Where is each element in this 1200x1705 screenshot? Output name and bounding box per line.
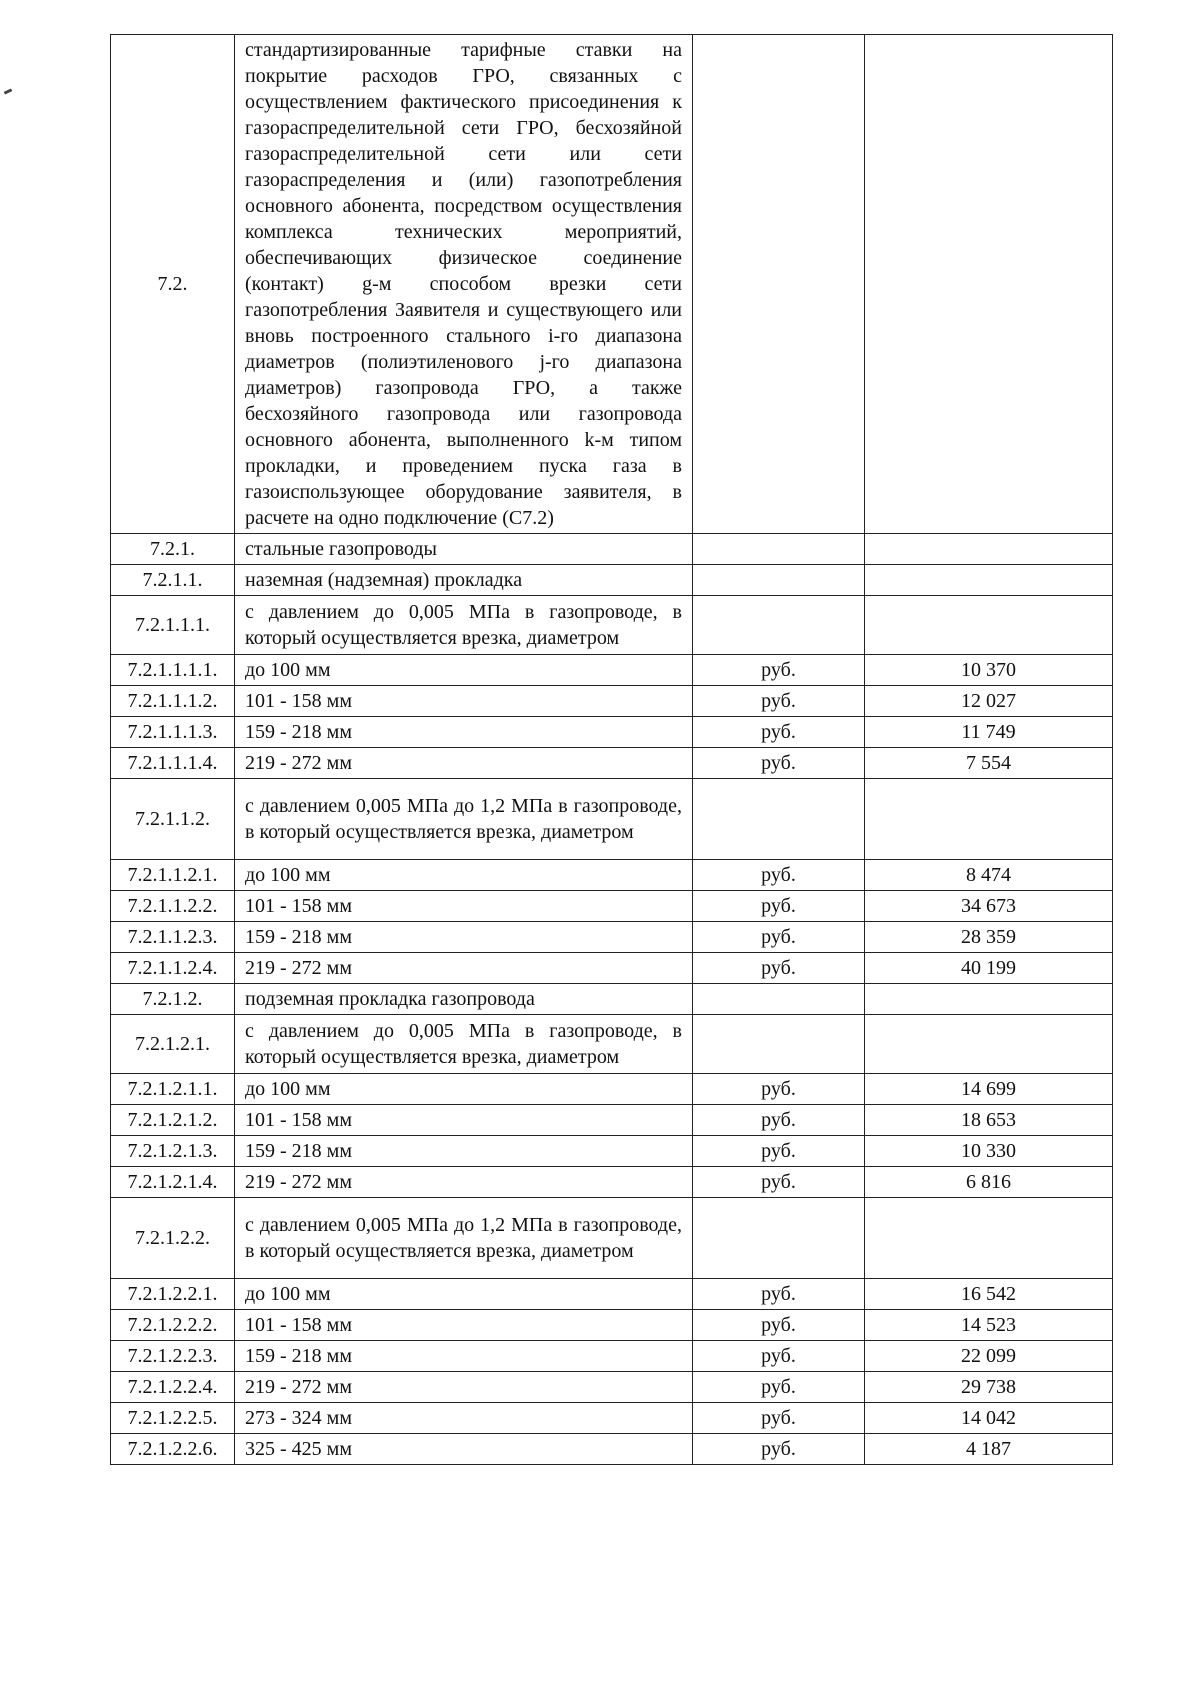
table-row [111, 1434, 1113, 1465]
row-description: 273 - 324 мм [235, 1403, 693, 1434]
row-description: 219 - 272 мм [235, 748, 693, 779]
row-code: 7.2.1.1.1. [111, 596, 235, 655]
row-value: 40 199 [865, 953, 1113, 984]
row-code: 7.2.1.2.1.1. [111, 1074, 235, 1105]
row-code: 7.2.1.1.2.4. [111, 953, 235, 984]
row-description: 101 - 158 мм [235, 891, 693, 922]
row-value [865, 1198, 1113, 1279]
row-value [865, 984, 1113, 1015]
row-code: 7.2.1.2.2.5. [111, 1403, 235, 1434]
row-value: 14 042 [865, 1403, 1113, 1434]
row-value [865, 565, 1113, 596]
row-unit [693, 984, 865, 1015]
row-value: 10 370 [865, 655, 1113, 686]
row-unit: руб. [693, 1341, 865, 1372]
row-description: до 100 мм [235, 1074, 693, 1105]
row-description: стандартизированные тарифные ставки на покрытие расходов ГРО, связанных с осуществлением фактического присоединения к газораспределительной сети ГРО, бесхозяйной газораспределительной сети или сети газораспределения и (или) газопотребления основного абонента, посредством осуществления комплекса технических мероприятий, обеспечивающих физическое соединение (контакт) g-м способом врезки сети газопотребления Заявителя и существующего или вновь построенного стального i-го диапазона диаметров (полиэтиленового j-го диапазона диаметров) газопровода ГРО, а также бесхозяйного газопровода или газопровода основного абонента, выполненного k-м типом прокладки, и проведением пуска газа в газоиспользующее оборудование заявителя, в расчете на одно подключение (С7.2) [235, 35, 693, 534]
row-description: 219 - 272 мм [235, 1372, 693, 1403]
row-unit: руб. [693, 1279, 865, 1310]
row-value [865, 1015, 1113, 1074]
row-unit: руб. [693, 655, 865, 686]
table-row [111, 953, 1113, 984]
row-unit [693, 1198, 865, 1279]
row-code: 7.2.1.2.2.1. [111, 1279, 235, 1310]
row-description: 101 - 158 мм [235, 1105, 693, 1136]
row-value: 16 542 [865, 1279, 1113, 1310]
row-value [865, 35, 1113, 534]
row-value: 29 738 [865, 1372, 1113, 1403]
row-code: 7.2.1.2.2.3. [111, 1341, 235, 1372]
table-row [111, 717, 1113, 748]
row-description: 219 - 272 мм [235, 953, 693, 984]
row-unit: руб. [693, 1403, 865, 1434]
row-code: 7.2.1.1.1.4. [111, 748, 235, 779]
row-code: 7.2. [111, 35, 235, 534]
table-row [111, 565, 1113, 596]
row-description: стальные газопроводы [235, 534, 693, 565]
row-value: 8 474 [865, 860, 1113, 891]
row-value: 4 187 [865, 1434, 1113, 1465]
row-code: 7.2.1.1.1.1. [111, 655, 235, 686]
row-value [865, 534, 1113, 565]
row-unit: руб. [693, 1167, 865, 1198]
row-unit [693, 565, 865, 596]
row-code: 7.2.1. [111, 534, 235, 565]
row-code: 7.2.1.2.1.3. [111, 1136, 235, 1167]
row-code: 7.2.1.1.2.3. [111, 922, 235, 953]
row-code: 7.2.1.1.1.2. [111, 686, 235, 717]
row-unit [693, 596, 865, 655]
row-description: до 100 мм [235, 1279, 693, 1310]
row-code: 7.2.1.2. [111, 984, 235, 1015]
row-value: 22 099 [865, 1341, 1113, 1372]
table-row [111, 860, 1113, 891]
row-code: 7.2.1.2.2.2. [111, 1310, 235, 1341]
row-value: 14 699 [865, 1074, 1113, 1105]
row-value: 7 554 [865, 748, 1113, 779]
row-unit [693, 779, 865, 860]
row-description: до 100 мм [235, 655, 693, 686]
table-row [111, 596, 1113, 655]
table-row [111, 1015, 1113, 1074]
row-code: 7.2.1.2.2.4. [111, 1372, 235, 1403]
table-row [111, 922, 1113, 953]
row-description: 159 - 218 мм [235, 922, 693, 953]
table-row [111, 1136, 1113, 1167]
row-value: 12 027 [865, 686, 1113, 717]
row-code: 7.2.1.2.1. [111, 1015, 235, 1074]
table-row [111, 1167, 1113, 1198]
row-value: 28 359 [865, 922, 1113, 953]
row-code: 7.2.1.1.2.2. [111, 891, 235, 922]
row-value: 11 749 [865, 717, 1113, 748]
table-row [111, 1341, 1113, 1372]
row-unit [693, 35, 865, 534]
table-row [111, 1403, 1113, 1434]
row-value [865, 596, 1113, 655]
row-description: с давлением 0,005 МПа до 1,2 МПа в газопроводе, в который осуществляется врезка, диаметром [235, 779, 693, 860]
table-row [111, 748, 1113, 779]
row-description: с давлением до 0,005 МПа в газопроводе, в который осуществляется врезка, диаметром [235, 1015, 693, 1074]
table-row [111, 686, 1113, 717]
scan-mark [4, 88, 13, 94]
row-unit: руб. [693, 686, 865, 717]
row-unit: руб. [693, 748, 865, 779]
row-value: 34 673 [865, 891, 1113, 922]
row-code: 7.2.1.1.1.3. [111, 717, 235, 748]
row-unit: руб. [693, 717, 865, 748]
table-row [111, 1372, 1113, 1403]
row-unit: руб. [693, 953, 865, 984]
row-unit: руб. [693, 1136, 865, 1167]
tariff-table [110, 34, 1113, 1465]
table-row [111, 1279, 1113, 1310]
row-unit [693, 1015, 865, 1074]
table-row [111, 1310, 1113, 1341]
row-code: 7.2.1.2.2. [111, 1198, 235, 1279]
table-row [111, 1074, 1113, 1105]
table-row [111, 655, 1113, 686]
row-unit: руб. [693, 1310, 865, 1341]
row-code: 7.2.1.2.1.4. [111, 1167, 235, 1198]
row-description: 159 - 218 мм [235, 1136, 693, 1167]
row-description: 325 - 425 мм [235, 1434, 693, 1465]
table-row [111, 35, 1113, 534]
row-unit: руб. [693, 860, 865, 891]
row-description: с давлением до 0,005 МПа в газопроводе, в который осуществляется врезка, диаметром [235, 596, 693, 655]
table-row [111, 534, 1113, 565]
row-description: 219 - 272 мм [235, 1167, 693, 1198]
row-unit: руб. [693, 922, 865, 953]
table-row [111, 1198, 1113, 1279]
row-value: 14 523 [865, 1310, 1113, 1341]
row-unit: руб. [693, 1372, 865, 1403]
table-row [111, 984, 1113, 1015]
row-value: 18 653 [865, 1105, 1113, 1136]
row-unit: руб. [693, 891, 865, 922]
row-unit: руб. [693, 1074, 865, 1105]
row-code: 7.2.1.1.2. [111, 779, 235, 860]
table-row [111, 779, 1113, 860]
row-description: 101 - 158 мм [235, 686, 693, 717]
row-unit: руб. [693, 1105, 865, 1136]
row-value: 6 816 [865, 1167, 1113, 1198]
row-code: 7.2.1.1.2.1. [111, 860, 235, 891]
row-code: 7.2.1.2.1.2. [111, 1105, 235, 1136]
row-description: 101 - 158 мм [235, 1310, 693, 1341]
row-value: 10 330 [865, 1136, 1113, 1167]
row-description: наземная (надземная) прокладка [235, 565, 693, 596]
row-description: 159 - 218 мм [235, 717, 693, 748]
row-description: 159 - 218 мм [235, 1341, 693, 1372]
row-description: подземная прокладка газопровода [235, 984, 693, 1015]
row-code: 7.2.1.2.2.6. [111, 1434, 235, 1465]
table-row [111, 891, 1113, 922]
row-description: до 100 мм [235, 860, 693, 891]
table-row [111, 1105, 1113, 1136]
row-description: с давлением 0,005 МПа до 1,2 МПа в газопроводе, в который осуществляется врезка, диаметром [235, 1198, 693, 1279]
row-unit: руб. [693, 1434, 865, 1465]
row-value [865, 779, 1113, 860]
row-code: 7.2.1.1. [111, 565, 235, 596]
row-unit [693, 534, 865, 565]
